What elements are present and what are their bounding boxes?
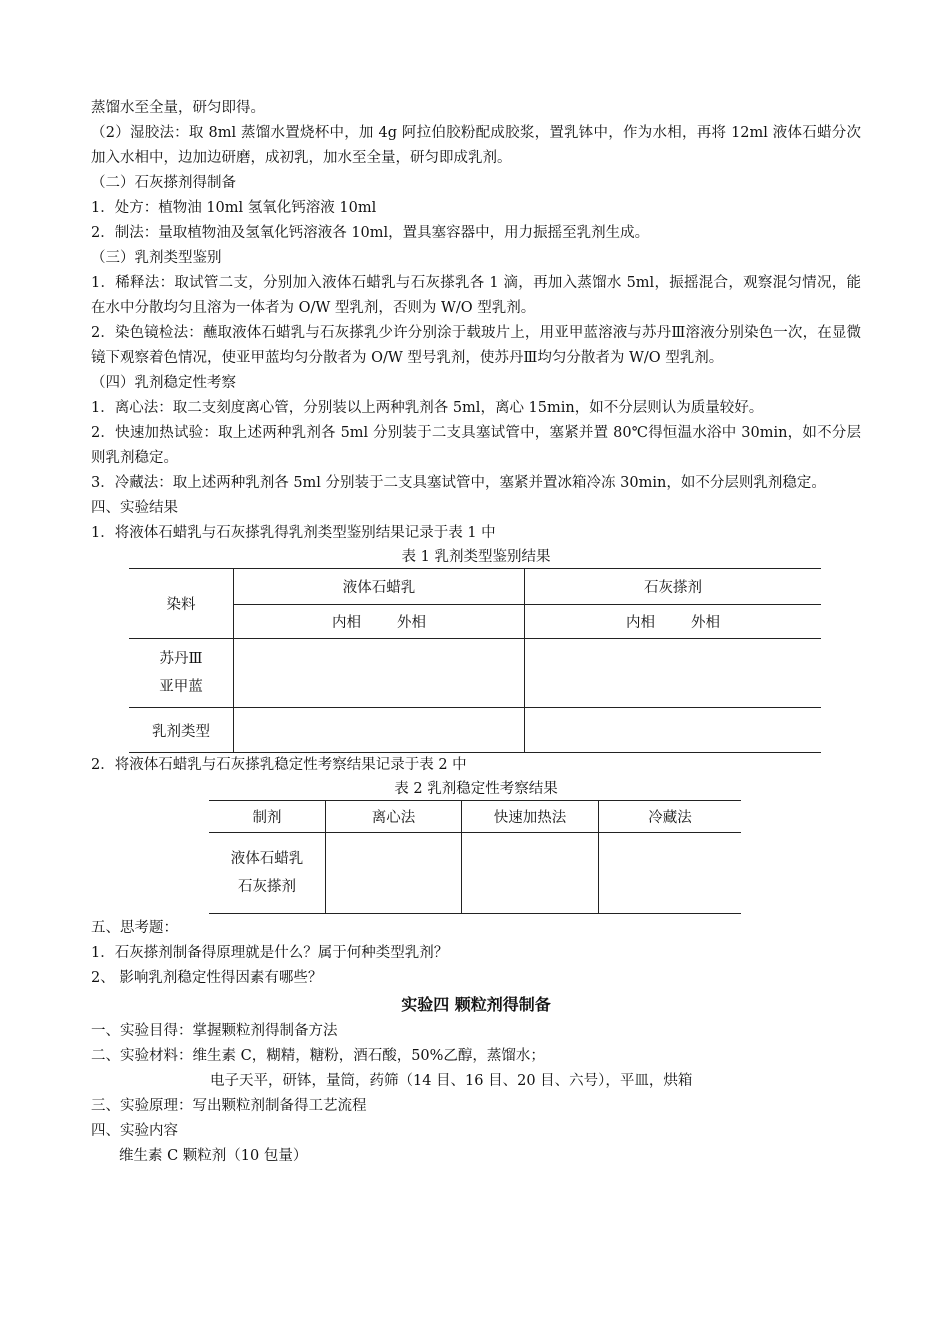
table-cell — [234, 639, 525, 708]
stability-table — [209, 800, 741, 914]
table-cell — [234, 708, 525, 753]
section-heading: （四）乳剂稳定性考察 — [91, 375, 236, 391]
text-paragraph: 1．稀释法：取试管二支，分别加入液体石蜡乳与石灰搽乳各 1 滴，再加入蒸馏水 5ml，振摇混合，观察混匀情况，能在水中分散均匀且溶为一体者为 O/W 型乳剂，否则为 W/O 型乳剂。 — [91, 275, 861, 316]
inner-phase-label: 内相 — [626, 615, 655, 631]
dye-header: 染料 — [129, 569, 234, 639]
text-line: 1．将液体石蜡乳与石灰搽乳得乳剂类型鉴别结果记录于表 1 中 — [91, 525, 496, 541]
phase-subheader — [525, 605, 822, 639]
text-line: 四、实验内容 — [91, 1123, 178, 1139]
text-line: 2．制法：量取植物油及氢氧化钙溶液各 10ml，置具塞容器中，用力振摇至乳剂生成。 — [91, 225, 650, 241]
dye-names-cell — [129, 639, 234, 708]
table-header: 冷藏法 — [599, 801, 742, 833]
text-line: 1．石灰搽剂制备得原理就是什么？属于何种类型乳剂？ — [91, 945, 449, 961]
text-line: 三、实验原理：写出颗粒剂制备得工艺流程 — [91, 1098, 367, 1114]
emulsion-type-table — [129, 568, 821, 753]
text-paragraph: 3．冷藏法：取上述两种乳剂各 5ml 分别装于二支具塞试管中，塞紧并置冰箱冷冻 30min，如不分层则乳剂稳定。 — [91, 475, 826, 491]
text-paragraph: 2．快速加热试验：取上述两种乳剂各 5ml 分别装于二支具塞试管中，塞紧并置 80℃得恒温水浴中 30min，如不分层则乳剂稳定。 — [91, 425, 861, 466]
table1-caption: 表 1 乳剂类型鉴别结果 — [401, 549, 551, 565]
section-heading: （三）乳剂类型鉴别 — [91, 250, 222, 266]
table-cell — [599, 833, 742, 914]
col-liquid-paraffin: 液体石蜡乳 — [234, 569, 525, 605]
outer-phase-label: 外相 — [397, 615, 426, 631]
section-heading: （二）石灰搽剂得制备 — [91, 175, 236, 191]
section-heading: 五、思考题： — [91, 920, 178, 936]
text-line: 二、实验材料：维生素 C，糊精，糖粉，酒石酸，50%乙醇，蒸馏水； — [91, 1048, 545, 1064]
text-line: 2、 影响乳剂稳定性得因素有哪些？ — [91, 970, 323, 986]
document-page — [91, 96, 861, 1169]
text-line: 蒸馏水至全量，研匀即得。 — [91, 100, 265, 116]
table-cell — [525, 639, 822, 708]
outer-phase-label: 外相 — [691, 615, 720, 631]
text-line: 1．处方：植物油 10ml 氢氧化钙溶液 10ml — [91, 200, 377, 216]
table2-caption: 表 2 乳剂稳定性考察结果 — [394, 781, 558, 797]
col-lime-liniment: 石灰搽剂 — [525, 569, 822, 605]
table-cell — [326, 833, 462, 914]
text-line: 一、实验目得：掌握颗粒剂得制备方法 — [91, 1023, 338, 1039]
row-liquid-paraffin: 液体石蜡乳 — [230, 851, 304, 867]
text-line: 2．将液体石蜡乳与石灰搽乳稳定性考察结果记录于表 2 中 — [91, 757, 467, 773]
phase-subheader — [234, 605, 525, 639]
emulsion-type-label: 乳剂类型 — [129, 708, 234, 753]
table-cell — [525, 708, 822, 753]
inner-phase-label: 内相 — [332, 615, 361, 631]
text-line: 维生素 C 颗粒剂（10 包量） — [119, 1148, 308, 1164]
table-header: 制剂 — [209, 801, 326, 833]
dye-sudan: 苏丹Ⅲ — [159, 651, 203, 667]
table-header: 快速加热法 — [462, 801, 599, 833]
experiment-title: 实验四 颗粒剂得制备 — [401, 995, 551, 1014]
text-paragraph: （2）湿胶法：取 8ml 蒸馏水置烧杯中，加 4g 阿拉伯胶粉配成胶浆，置乳钵中，作为水相，再将 12ml 液体石蜡分次加入水相中，边加边研磨，成初乳，加水至全量，研匀即成乳剂。 — [91, 125, 861, 166]
section-heading: 四、实验结果 — [91, 500, 178, 516]
preparation-names-cell — [209, 833, 326, 914]
text-line: 1．离心法：取二支刻度离心管，分别装以上两种乳剂各 5ml，离心 15min，如不分层则认为质量较好。 — [91, 400, 764, 416]
row-lime-liniment: 石灰搽剂 — [238, 879, 296, 895]
text-paragraph: 2．染色镜检法：蘸取液体石蜡乳与石灰搽乳少许分别涂于载玻片上，用亚甲蓝溶液与苏丹Ⅲ溶液分别染色一次，在显微镜下观察着色情况，使亚甲蓝均匀分散者为 O/W 型号乳剂，使苏丹Ⅲ均匀分散者为 W/O 型乳剂。 — [91, 325, 861, 366]
dye-methylene-blue: 亚甲蓝 — [159, 679, 203, 695]
text-line: 电子天平，研钵，量筒，药筛（14 目、16 目、20 目、六号），平皿，烘箱 — [210, 1073, 693, 1089]
table-header: 离心法 — [326, 801, 462, 833]
table-cell — [462, 833, 599, 914]
